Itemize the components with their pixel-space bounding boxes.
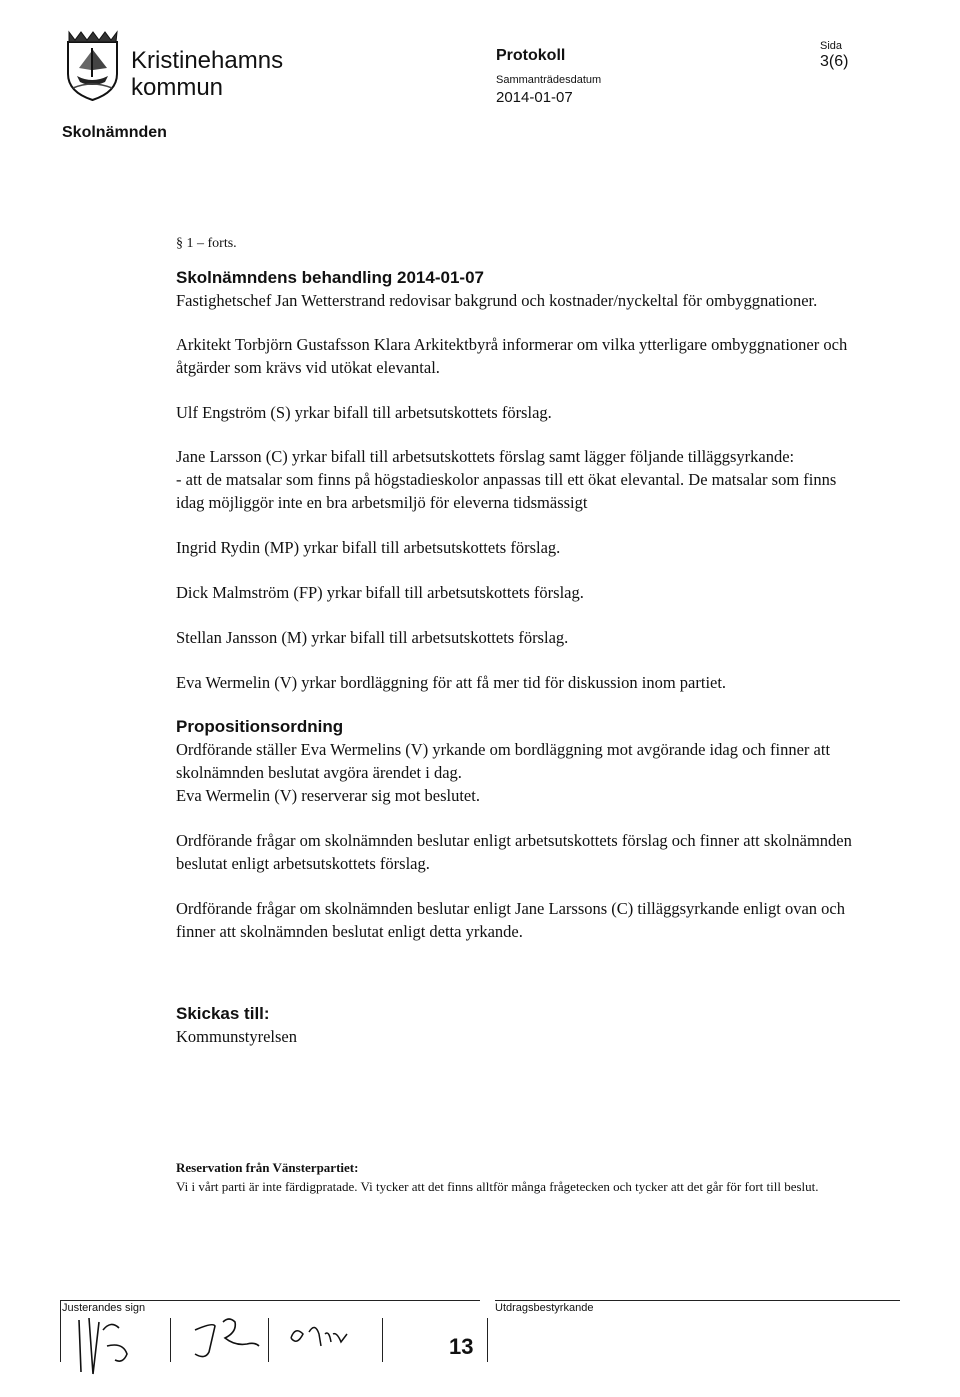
organization-name (131, 47, 283, 101)
document-type: Protokoll (496, 47, 566, 64)
signature-box-divider (268, 1318, 269, 1362)
handwritten-initials-2 (185, 1312, 265, 1372)
handwritten-initials-3 (285, 1312, 355, 1362)
signature-box-divider (382, 1318, 383, 1362)
footer-divider-right (495, 1300, 900, 1301)
organization-name-line2: kommun (131, 74, 224, 101)
signature-box-divider (487, 1318, 488, 1362)
propositions-heading: Propositionsordning (176, 717, 344, 736)
page-number: 3(6) (820, 53, 849, 70)
committee-name: Skolnämnden (62, 124, 167, 141)
paragraph-architect: Arkitekt Torbjörn Gustafsson Klara Arkitektbyrå informerar om vilka ytterligare ombyggnationer och åtgärder som krävs vid utökat elevantal. (176, 335, 848, 377)
proposition-committee: Ordförande frågar om skolnämnden beslutar enligt arbetsutskottets förslag och finner att skolnämnden beslutat enligt arbetsutskottets förslag. (176, 831, 852, 873)
treatment-heading: Skolnämndens behandling 2014-01-07 (176, 268, 484, 287)
handwritten-initials-1 (75, 1312, 145, 1382)
paragraph-addition: - att de matsalar som finns på högstadieskolor anpassas till ett ökat elevantal. De matsalar som finns idag möjliggör inte en bra arbetsmiljö för eleverna tidsmässigt (176, 470, 837, 512)
page-label: Sida (820, 40, 843, 52)
paragraph-motion-mp: Ingrid Rydin (MP) yrkar bifall till arbetsutskottets förslag. (176, 538, 561, 557)
paragraph-motion-fp: Dick Malmström (FP) yrkar bifall till arbetsutskottets förslag. (176, 583, 584, 602)
paragraph-motion-c: Jane Larsson (C) yrkar bifall till arbetsutskottets förslag samt lägger följande tilläggsyrkande: (176, 447, 795, 466)
extract-certification-label: Utdragsbestyrkande (495, 1302, 594, 1314)
paragraph-motion-s: Ulf Engström (S) yrkar bifall till arbetsutskottets förslag. (176, 403, 552, 422)
send-to-heading: Skickas till: (176, 1004, 270, 1023)
proposition-addition: Ordförande frågar om skolnämnden beslutar enligt Jane Larssons (C) tilläggsyrkande enligt ovan och finner att skolnämnden beslutat enligt detta yrkande. (176, 899, 845, 941)
coat-of-arms-logo (65, 30, 120, 102)
organization-name-line1: Kristinehamns (131, 47, 284, 74)
section-reference: § 1 – forts. (176, 236, 237, 251)
adjusters-sign-label: Justerandes sign (62, 1302, 146, 1314)
footer-divider-left (60, 1300, 480, 1301)
signature-box-divider (170, 1318, 171, 1362)
page-stamp: 13 (449, 1334, 474, 1359)
meeting-date-label: Sammanträdesdatum (496, 74, 602, 86)
signature-box-divider (60, 1300, 61, 1362)
send-to-recipient: Kommunstyrelsen (176, 1027, 297, 1046)
reservation-block (176, 1158, 836, 1196)
paragraph-background: Fastighetschef Jan Wetterstrand redovisar bakgrund och kostnader/nyckeltal för ombyggnationer. (176, 291, 818, 310)
protocol-body (176, 232, 856, 1048)
paragraph-motion-m: Stellan Jansson (M) yrkar bifall till arbetsutskottets förslag. (176, 628, 569, 647)
reservation-title: Reservation från Vänsterpartiet: (176, 1160, 359, 1175)
proposition-reservation: Eva Wermelin (V) reserverar sig mot beslutet. (176, 786, 480, 805)
proposition-postponement: Ordförande ställer Eva Wermelins (V) yrkande om bordläggning mot avgörande idag och finner att skolnämnden beslutat avgöra ärendet i dag. (176, 740, 831, 782)
reservation-text: Vi i vårt parti är inte färdigpratade. Vi tycker att det finns alltför många frågetecken och tycker att det går för fort till beslut. (176, 1179, 819, 1194)
meeting-date: 2014-01-07 (496, 89, 573, 106)
paragraph-motion-v: Eva Wermelin (V) yrkar bordläggning för att få mer tid för diskussion inom partiet. (176, 673, 727, 692)
